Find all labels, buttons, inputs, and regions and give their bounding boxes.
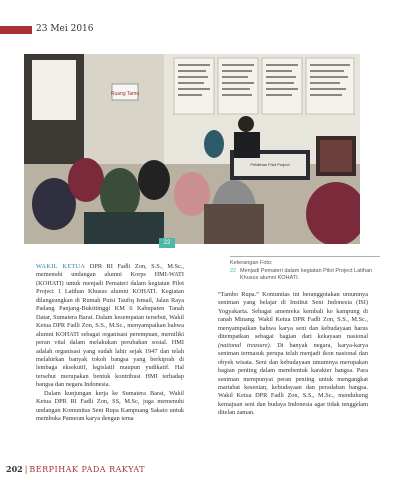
photo-caption (230, 256, 380, 282)
date-accent-bar (0, 26, 32, 34)
article-emphasis: (national treasure) (218, 341, 270, 349)
article-lead: WAKIL KETUA (36, 263, 86, 270)
photo-number-tag: 22 (159, 238, 175, 248)
caption-rule (230, 256, 380, 257)
article-text: DPR RI Fadli Zon, S.S., M.Sc., memenuhi undangan alumni Korps HMI-WATI (KOHATI) untuk menjadi Pemateri dalam kegiatan Pilot Project 1 Latihan Khusus alumni KOHATI. Kegiatan dilangsungkan di Rumah Puisi Taufiq Ismail, Jalan Raya Padang Panjang-Bukittinggi KM 6 Kabupaten Tanah Datar, Sumatera Barat. Dalam kesempatan tersebut, Wakil Ketua DPR Fadli Zon, S.S., M.Sc., menyampaikan bahwa alumni KOHATI sebagai organisasi perempuan, memiliki peran vital dalam melakukan perubahan sosial. HMI adalah organisasi yang sudah lahir sejak 1947 dan telah melahirkan banyak tokoh bangsa yang berkiprah di lembaga eksekutif, legislatif maupun yudikatif. Hal tersebut merupakan bentuk kontribusi HMI terhadap bangsa dan negara Indonesia. (36, 263, 185, 389)
event-photo (24, 54, 360, 244)
page-date: 23 Mei 2016 (36, 24, 94, 34)
article-column-right (218, 291, 368, 418)
caption-number: 22 (230, 268, 237, 274)
page-number: 202 (6, 464, 23, 474)
article-paragraph (218, 291, 368, 418)
room-sign: Ruang Tamu (110, 91, 140, 97)
article-text: . Di banyak negara, karya-karya seniman termasuk perupa telah menjadi ikon nasional dan obyek wisata. Seni dan kebudayaan umumnya merupakan bagian penting dalam membentuk karakter bangsa. Para seniman mempunyai peran penting untuk mengangkat martabat kesenian, kebudayaan dan peradaban bangsa. Wakil Ketua DPR Fadli Zon, S.S., M.Sc., mendukung kemajuan seni dan budaya Indonesia agar tidak tenggelam ditelan zaman. (218, 341, 368, 417)
caption-text: Menjadi Pemateri dalam kegiatan Pilot Project Latihan Khusus alumni KOHATI. (240, 268, 373, 281)
table-banner: Pelatihan Pilot Project (250, 162, 290, 167)
article-paragraph: Dalam kunjungan kerja ke Sumatera Barat, Wakil Ketua DPR RI Fadli Zon, SS, M.Sc, juga memenuhi undangan Komunitas Seni Rupa Kampuang Sakato untuk membuka Pameran karya dengan tema (36, 389, 184, 423)
article-text: “Tambo Rupa.” Komunitas ini beranggotakan umumnya seniman yang belajar di Institut Seni Indonesia (ISI) Yogyakarta. Sebagai amenreka kembali ke kampung di ranah Minang. Wakil Ketua DPR Fadli Zon, S.S., M.Sc., menyampaikan bahwa karya seni dan kebudayaan harus ditempatkan sebagai bagian dari kekayaan nasional (218, 291, 368, 341)
article-paragraph (36, 263, 184, 390)
article-column-left (36, 263, 184, 424)
page-footer (6, 464, 145, 474)
caption-item (230, 268, 380, 282)
caption-title: Keterangan Foto: (230, 260, 273, 266)
event-photo-illustration (24, 54, 360, 244)
footer-separator: | (24, 465, 28, 474)
footer-brand: BERPIHAK PADA RAKYAT (29, 465, 146, 474)
